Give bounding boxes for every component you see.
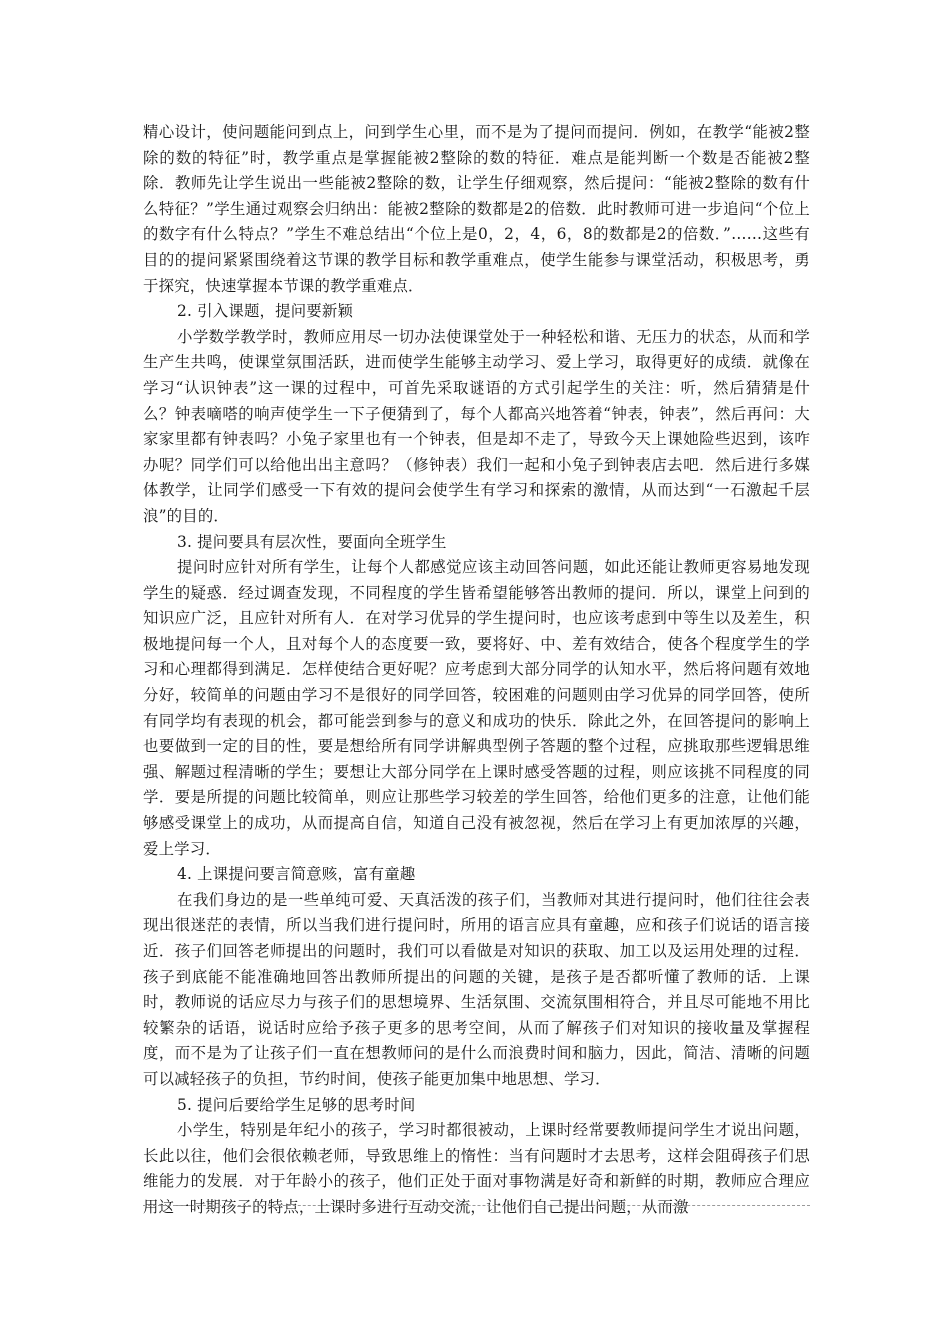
paragraph-5: 小学生，特别是年纪小的孩子，学习时都很被动，上课时经常要教师提问学生才说出问题，长此以往，他们会很依赖老师，导致思维上的惰性：当有问题时才去思考，这样会阻碍孩子们思维能力的发展．对于年龄小的孩子，他们正处于面对事物满是好奇和新鲜的时期，教师应合理应用这一时期孩子的特点，上课时多进行互动交流，让他们自己提出问题，从而激 — [143, 1121, 810, 1216]
section-heading-3: 3. 提问要具有层次性，要面向全班学生 — [177, 532, 447, 551]
paragraph-3: 提问时应针对所有学生，让每个人都感觉应该主动回答问题，如此还能让教师更容易地发现学生的疑惑．经过调查发现，不同程度的学生皆希望能够答出教师的提问．所以，课堂上问到的知识应广泛，且应针对所有人．在对学习优异的学生提问时，也应该考虑到中等生以及差生，积极地提问每一个人，且对每个人的态度要一致，要将好、中、差有效结合，使各个程度学生的学习和心理都得到满足．怎样使结合更好呢？应考虑到大部分同学的认知水平，然后将问题有效地分好，较简单的问题由学习不是很好的同学回答，较困难的问题则由学习优异的同学回答，使所有同学均有表现的机会，都可能尝到参与的意义和成功的快乐．除此之外，在回答提问的影响上也要做到一定的目的性，要是想给所有同学讲解典型例子答题的整个过程，应挑取那些逻辑思维强、解题过程清晰的学生；要想让大部分同学在上课时感受答题的过程，则应该挑不同程度的同学．要是所提的问题比较简单，则应让那些学习较差的学生回答，给他们更多的注意，让他们能够感受课堂上的成功，从而提高自信，知道自己没有被忽视，然后在学习上有更加浓厚的兴趣，爱上学习． — [143, 558, 810, 858]
section-heading-4: 4. 上课提问要言简意赅，富有童趣 — [177, 865, 416, 884]
section-heading-2: 2. 引入课题，提问要新颖 — [177, 302, 354, 321]
paragraph-4: 在我们身边的是一些单纯可爱、天真活泼的孩子们，当教师对其进行提问时，他们往往会表现出很迷茫的表情，所以当我们进行提问时，所用的语言应具有童趣，应和孩子们说话的语言接近．孩子们回答老师提出的问题时，我们可以看做是对知识的获取、加工以及运用处理的过程．孩子到底能不能准确地回答出教师所提出的问题的关键，是孩子是否都听懂了教师的话．上课时，教师说的话应尽力与孩子们的思想境界、生活氛围、交流氛围相符合，并且尽可能地不用比较繁杂的话语，说话时应给予孩子更多的思考空间，从而了解孩子们对知识的接收量及掌握程度，而不是为了让孩子们一直在想教师问的是什么而浪费时间和脑力，因此，简洁、清晰的问题可以减轻孩子的负担，节约时间，使孩子能更加集中地思想、学习． — [143, 890, 810, 1088]
page-footer-divider — [143, 1205, 810, 1206]
paragraph-2: 小学数学教学时，教师应用尽一切办法使课堂处于一种轻松和谐、无压力的状态，从而和学生产生共鸣，使课堂氛围活跃，进而使学生能够主动学习、爱上学习，取得更好的成绩．就像在学习“认识钟表”这一课的过程中，可首先采取谜语的方式引起学生的关注：听，然后猜猜是什么？钟表嘀嗒的响声使学生一下子便猜到了，每个人都高兴地答着“钟表，钟表”，然后再问：大家家里都有钟表吗？小兔子家里也有一个钟表，但是却不走了，导致今天上课她险些迟到，该咋办呢？同学们可以给他出出主意吗？（修钟表）我们一起和小兔子到钟表店去吧．然后进行多媒体教学，让同学们感受一下有效的提问会使学生有学习和探索的激情，从而达到“一石激起千层浪”的目的． — [143, 327, 810, 525]
paragraph-1: 精心设计，使问题能问到点上，问到学生心里，而不是为了提问而提问．例如，在教学“能被2整除的数的特征”时，教学重点是掌握能被2整除的数的特征．难点是能判断一个数是否能被2整除．教师先让学生说出一些能被2整除的数，让学生仔细观察，然后提问：“能被2整除的数有什么特征？”学生通过观察会归纳出：能被2整除的数都是2的倍数．此时教师可进一步追问“个位上的数字有什么特点？”学生不难总结出“个位上是0，2，4，6，8的数都是2的倍数．”……这些有目的的提问紧紧围绕着这节课的教学目标和教学重难点，使学生能参与课堂活动，积极思考，勇于探究，快速掌握本节课的教学重难点． — [143, 123, 810, 295]
document-body — [143, 120, 810, 1221]
section-heading-5: 5. 提问后要给学生足够的思考时间 — [177, 1095, 416, 1114]
